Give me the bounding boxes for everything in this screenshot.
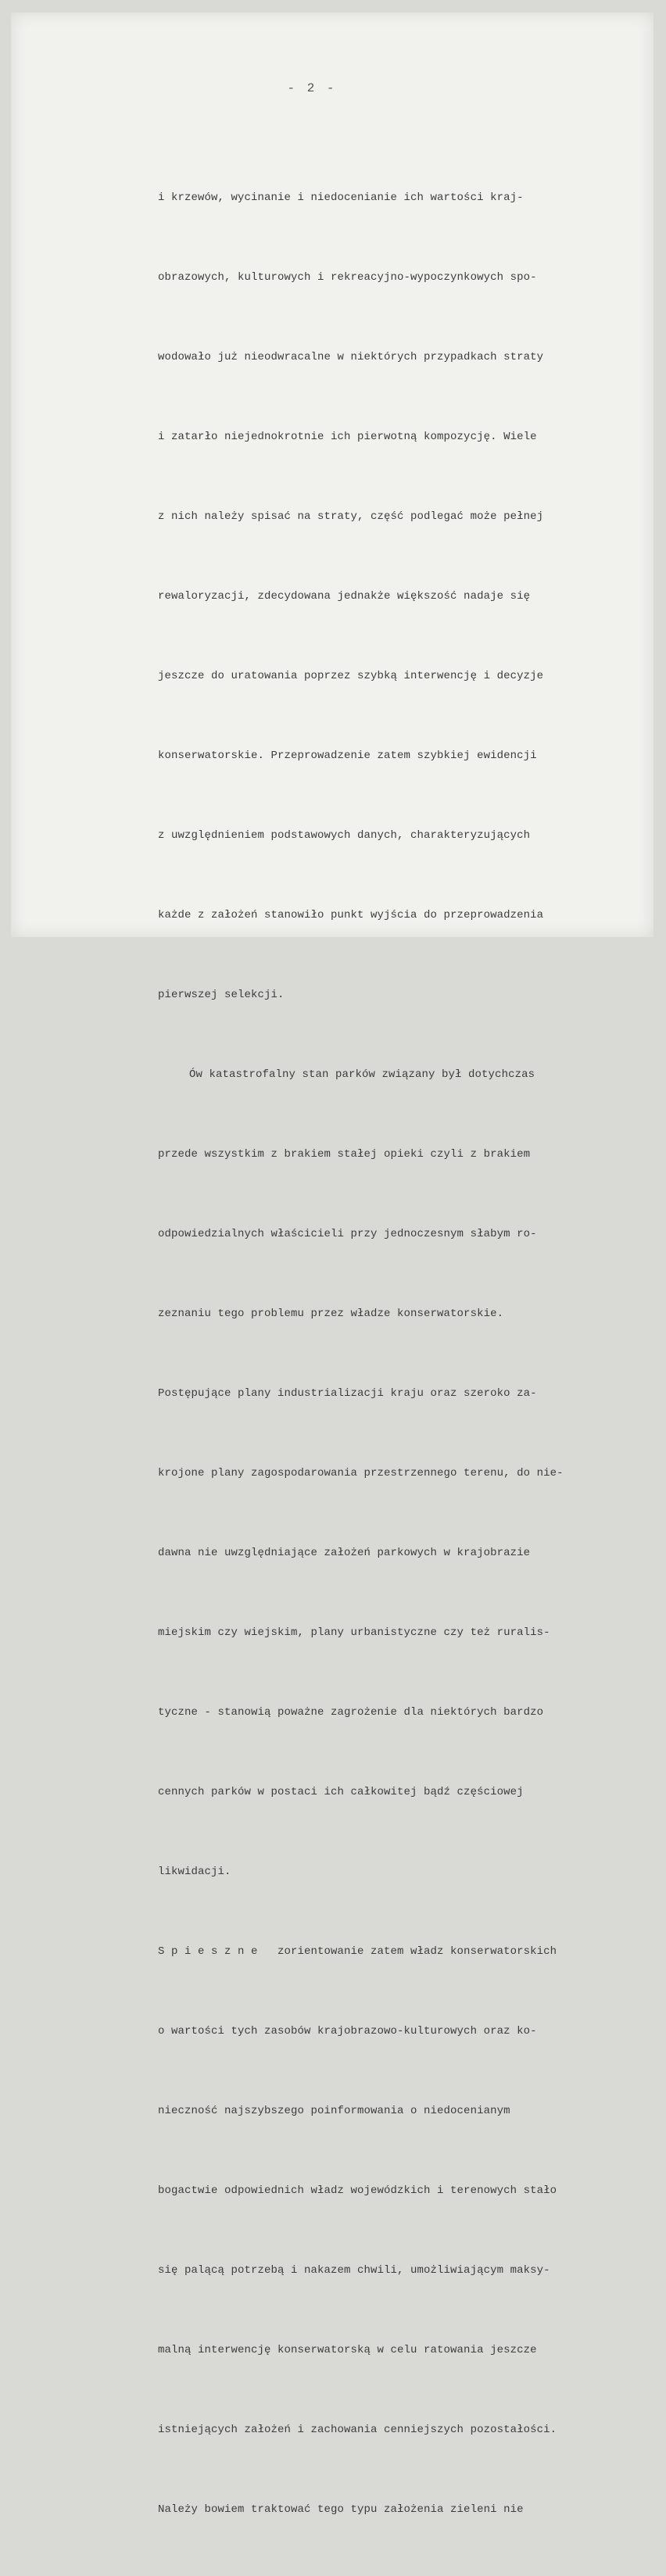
text-line: o wartości tych zasobów krajobrazowo-kulturowych oraz ko- <box>158 2025 537 2038</box>
text-line: cennych parków w postaci ich całkowitej bądź częściowej <box>158 1786 524 1798</box>
text-line: przede wszystkim z brakiem stałej opieki czyli z brakiem <box>158 1148 531 1161</box>
text-line: tyczne - stanowią poważne zagrożenie dla niektórych bardzo <box>158 1706 544 1719</box>
text-line: i krzewów, wycinanie i niedocenianie ich wartości kraj- <box>158 191 524 204</box>
text-line: pierwszej selekcji. <box>158 989 285 1001</box>
text-line: istniejących założeń i zachowania cenniejszych pozostałości. <box>158 2424 557 2436</box>
text-line: z nich należy spisać na straty, część podlegać może pełnej <box>158 510 544 523</box>
text-line: bogactwie odpowiednich władz wojewódzkich i terenowych stało <box>158 2184 557 2197</box>
text-line: Należy bowiem traktować tego typu założenia zieleni nie <box>158 2503 524 2516</box>
text-line: krojone plany zagospodarowania przestrzennego terenu, do nie- <box>158 1467 564 1479</box>
text-line: konserwatorskie. Przeprowadzenie zatem szybkiej ewidencji <box>158 750 537 762</box>
text-line: likwidacji. <box>158 1866 231 1878</box>
text-line: jeszcze do uratowania poprzez szybką interwencję i decyzje <box>158 670 544 682</box>
page-number: - 2 - <box>287 81 337 95</box>
text-line: dawna nie uwzględniające założeń parkowych w krajobrazie <box>158 1547 531 1559</box>
text-line: wodowało już nieodwracalne w niektórych przypadkach straty <box>158 351 544 363</box>
text-line: i zatarło niejednokrotnie ich pierwotną kompozycję. Wiele <box>158 431 537 443</box>
text-line: miejskim czy wiejskim, plany urbanistyczne czy też ruralis- <box>158 1626 550 1639</box>
text-line: Postępujące plany industrializacji kraju oraz szeroko za- <box>158 1387 537 1400</box>
text-line: malną interwencję konserwatorską w celu ratowania jeszcze <box>158 2344 537 2356</box>
text-line: odpowiedzialnych właścicieli przy jednoczesnym słabym ro- <box>158 1228 537 1240</box>
text-line: nieczność najszybszego poinformowania o niedocenianym <box>158 2105 510 2117</box>
text-line: się palącą potrzebą i nakazem chwili, umożliwiającym maksy- <box>158 2264 550 2277</box>
paragraph-start-line: S p i e s z n e zorientowanie zatem władz konserwatorskich <box>158 1945 557 1958</box>
paragraph-start-line: Ów katastrofalny stan parków związany był dotychczas <box>189 1068 535 1081</box>
text-line: obrazowych, kulturowych i rekreacyjno-wypoczynkowych spo- <box>158 271 537 284</box>
text-line: zeznaniu tego problemu przez władze konserwatorskie. <box>158 1308 504 1320</box>
text-line: z uwzględnieniem podstawowych danych, charakteryzujących <box>158 829 531 842</box>
body-text <box>158 131 658 2576</box>
text-line: rewaloryzacji, zdecydowana jednakże większość nadaje się <box>158 590 531 603</box>
document-page <box>11 13 653 2516</box>
text-line: każde z założeń stanowiło punkt wyjścia do przeprowadzenia <box>158 909 544 921</box>
